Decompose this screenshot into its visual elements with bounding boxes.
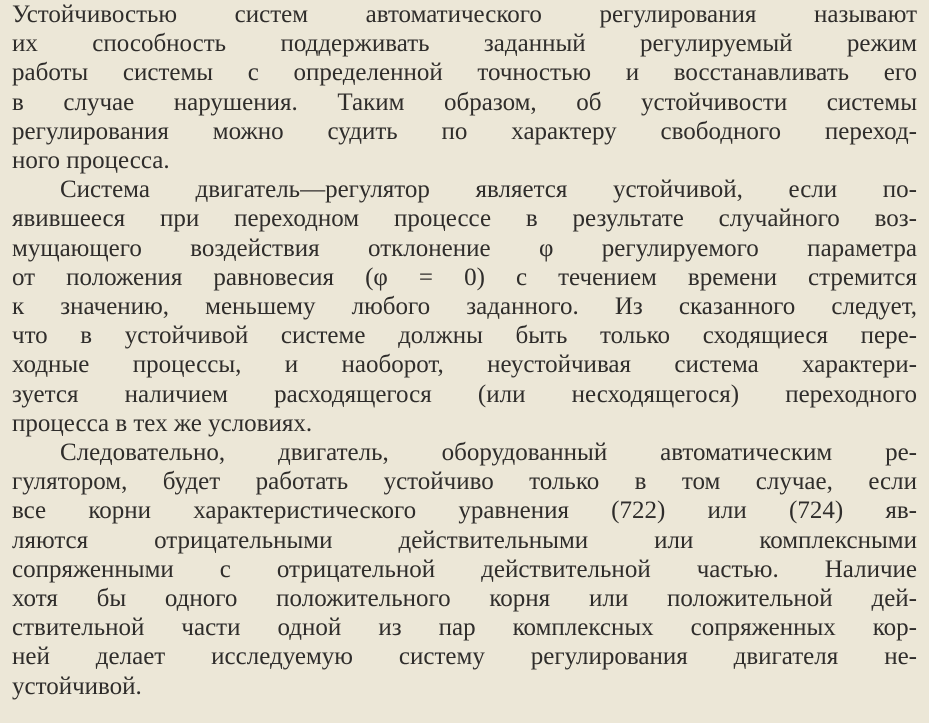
paragraph-line: ходные процессы, и наоборот, неустойчивая система характери- xyxy=(12,351,917,379)
paragraph-line: сопряженными с отрицательной действительной частью. Наличие xyxy=(12,555,917,583)
paragraph-line: ляются отрицательными действительными или комплексными xyxy=(12,526,917,554)
paragraph-line: ного процесса. xyxy=(12,147,170,175)
paragraph-line: регулирования можно судить по характеру свободного переход- xyxy=(12,117,917,145)
paragraph-line: работы системы с определенной точностью и восстанавливать его xyxy=(12,59,917,87)
paragraph-line: устойчивой. xyxy=(12,672,142,700)
paragraph-line: мущающего воздействия отклонение φ регулируемого параметра xyxy=(12,234,917,262)
paragraph-line: от положения равновесия (φ = 0) с течением времени стремится xyxy=(12,263,917,291)
paragraph-line: гулятором, будет работать устойчиво только в том случае, если xyxy=(12,468,917,496)
paragraph-3 xyxy=(12,438,917,701)
paragraph-line: явившееся при переходном процессе в результате случайного воз- xyxy=(12,205,917,233)
document-text xyxy=(12,0,917,701)
paragraph-2 xyxy=(12,175,917,438)
paragraph-line: хотя бы одного положительного корня или положительной дей- xyxy=(12,585,917,613)
paragraph-line: зуется наличием расходящегося (или несходящегося) переходного xyxy=(12,380,917,408)
paragraph-1 xyxy=(12,0,917,175)
paragraph-line: процесса в тех же условиях. xyxy=(12,409,313,437)
paragraph-line: к значению, меньшему любого заданного. Из сказанного следует, xyxy=(12,293,917,321)
paragraph-line: ней делает исследуемую систему регулирования двигателя не- xyxy=(12,643,917,671)
paragraph-line: что в устойчивой системе должны быть только сходящиеся пере- xyxy=(12,322,917,350)
paragraph-line: ствительной части одной из пар комплексных сопряженных кор- xyxy=(12,614,917,642)
paragraph-line: Следовательно, двигатель, оборудованный автоматическим ре- xyxy=(60,439,917,467)
paragraph-line: Устойчивостью систем автоматического регулирования называют xyxy=(12,1,917,28)
paragraph-line: Система двигатель—регулятор является устойчивой, если по- xyxy=(60,176,917,204)
paragraph-line: их способность поддерживать заданный регулируемый режим xyxy=(12,30,917,58)
paragraph-line: в случае нарушения. Таким образом, об устойчивости системы xyxy=(12,88,917,116)
paragraph-line: все корни характеристического уравнения (722) или (724) яв- xyxy=(12,497,917,525)
